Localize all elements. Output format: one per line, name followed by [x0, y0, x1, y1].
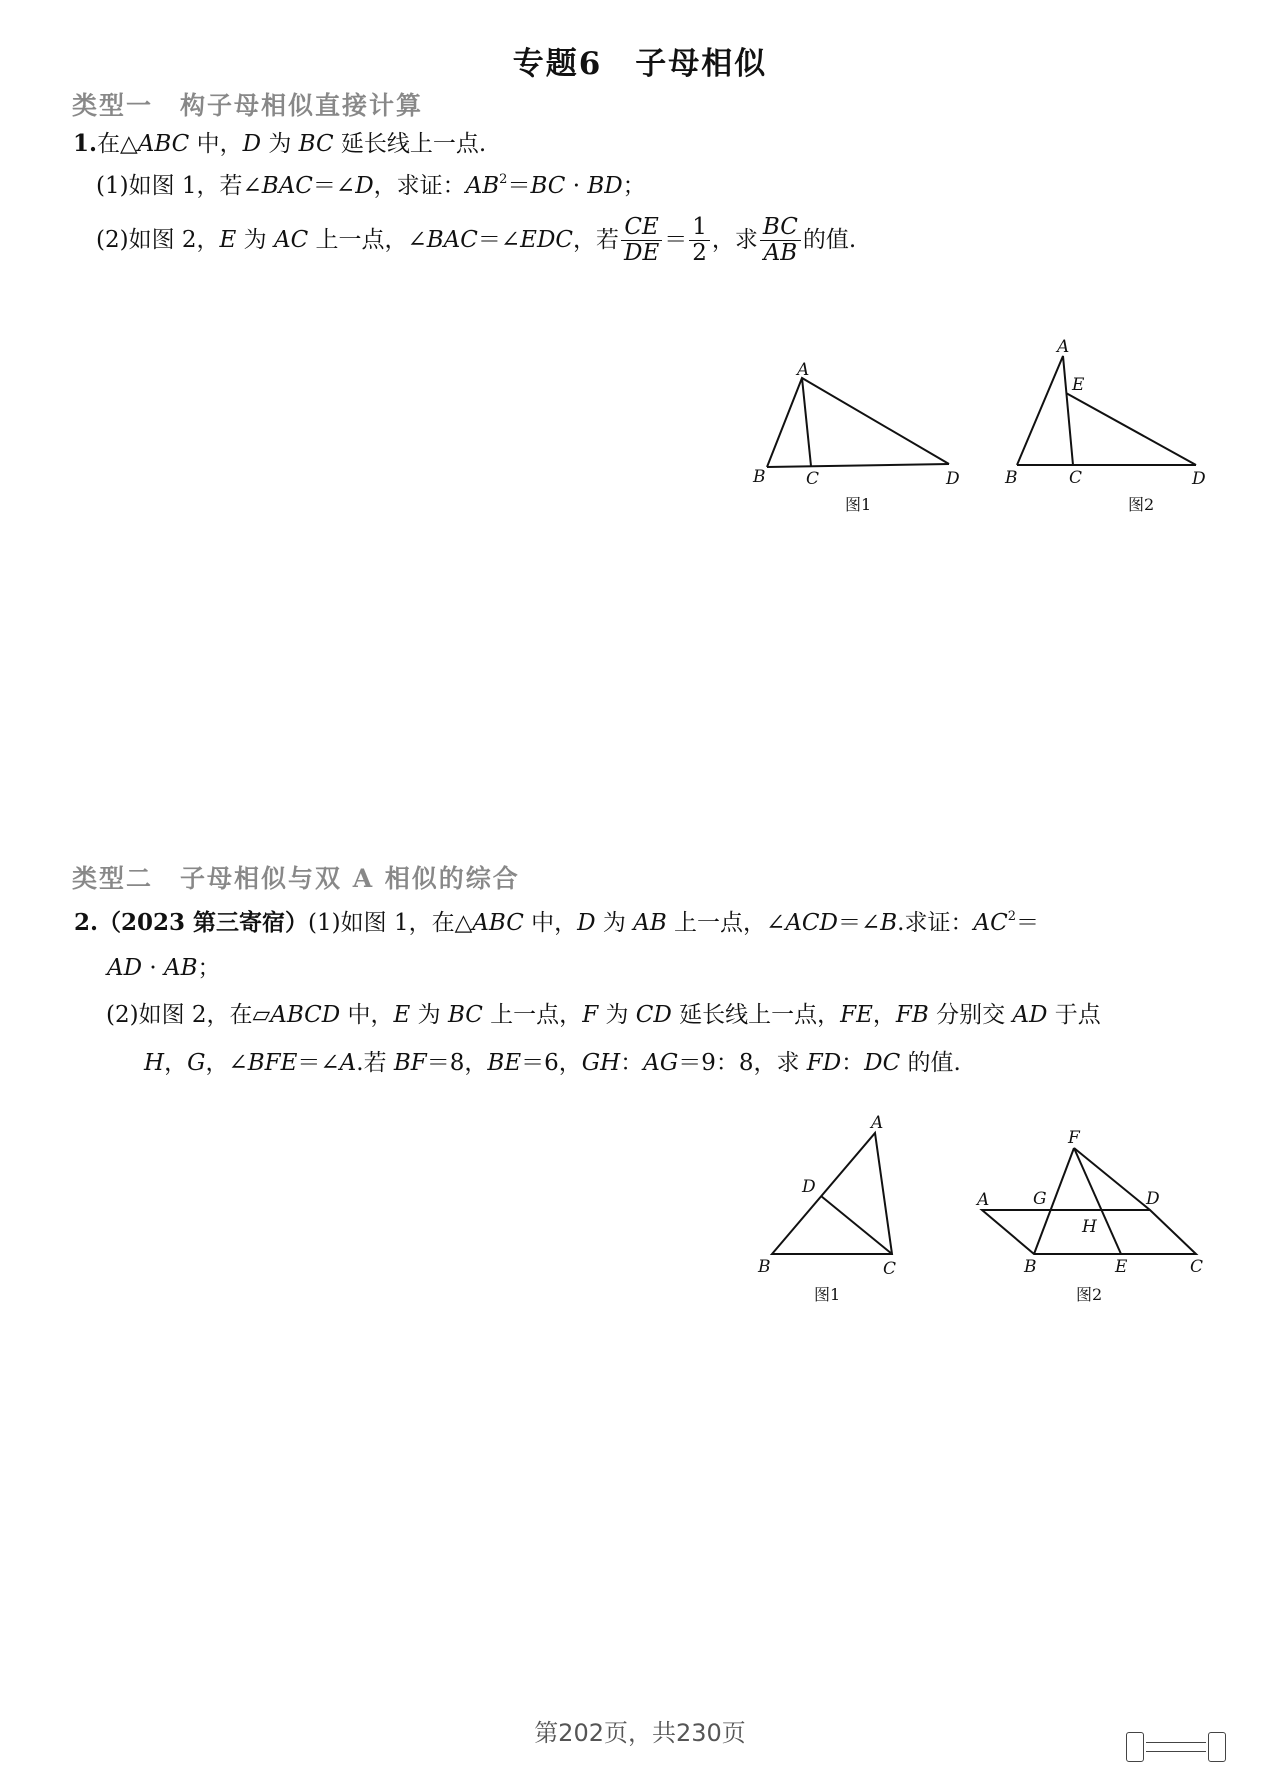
- page-title: 专题6 子母相似: [512, 46, 768, 82]
- fraction-one-half: $\frac{1}{2}$: [689, 215, 710, 267]
- question-1-part-2: (2)如图 2，E 为 AC 上一点，∠BAC＝∠EDC，若 $\frac{CE}{DE}$ ＝ $\frac{1}{2}$ ，求 $\frac{BC}{AB}$ 的值.: [96, 214, 857, 267]
- page-indicator: 第202页，共230页: [534, 1719, 746, 1747]
- q1-f2-label-D: D: [1192, 469, 1206, 489]
- q1-f2-label-C: C: [1069, 468, 1083, 488]
- section-heading-1: 类型一 构子母相似直接计算: [72, 91, 424, 120]
- q2-f2-label-A: A: [977, 1190, 990, 1210]
- question-number: 2.: [74, 909, 99, 936]
- q2-figure-2: [982, 1148, 1196, 1254]
- q1-f1-label-D: D: [946, 469, 960, 489]
- q2-f1-label-D: D: [802, 1177, 816, 1197]
- q2-f2-label-D: D: [1146, 1189, 1160, 1209]
- question-2-line-4: H，G，∠BFE＝∠A.若 BF＝8，BE＝6，GH：AG＝9：8，求 FD：DC 的值.: [144, 1050, 961, 1076]
- question-2-line-2: AD · AB；: [107, 955, 221, 981]
- question-1-stem: 1.在△ABC 中，D 为 BC 延长线上一点.: [73, 130, 487, 157]
- q2-f2-label-E: E: [1115, 1257, 1128, 1277]
- q2-figure-1: [772, 1133, 892, 1254]
- q2-f1-label-A: A: [871, 1113, 884, 1133]
- q1-f1-label-B: B: [753, 467, 766, 487]
- q2-f1-label-C: C: [883, 1259, 897, 1279]
- viewer-handle-right[interactable]: [1208, 1732, 1226, 1762]
- question-source: （2023 第三寄宿）: [98, 909, 309, 936]
- section-heading-2: 类型二 子母相似与双 A 相似的综合: [72, 864, 520, 893]
- q2-f2-label-G: G: [1033, 1189, 1047, 1209]
- q2-f1-label-B: B: [758, 1257, 771, 1277]
- q1-f1-label-A: A: [797, 360, 810, 380]
- q1-f1-caption: 图1: [845, 495, 872, 514]
- q1-f1-label-C: C: [806, 469, 820, 489]
- q1-f2-caption: 图2: [1128, 495, 1155, 514]
- fraction-ce-de: $\frac{CE}{DE}$: [621, 215, 662, 267]
- q2-f2-label-C: C: [1190, 1257, 1204, 1277]
- q2-f2-caption: 图2: [1076, 1285, 1103, 1304]
- q2-f2-label-H: H: [1082, 1217, 1097, 1237]
- q1-f2-label-E: E: [1072, 375, 1085, 395]
- question-2-line-3: (2)如图 2，在▱ABCD 中，E 为 BC 上一点，F 为 CD 延长线上一点，FE，FB 分别交 AD 于点: [106, 1002, 1101, 1028]
- q1-f2-label-B: B: [1005, 468, 1018, 488]
- question-2-line-1: 2.（2023 第三寄宿）(1)如图 1，在△ABC 中，D 为 AB 上一点，∠ACD＝∠B.求证：$AC^2=$: [74, 909, 1039, 936]
- viewer-scroll-track[interactable]: [1146, 1742, 1206, 1752]
- q1-f2-label-A: A: [1057, 337, 1070, 357]
- q2-f1-caption: 图1: [814, 1285, 841, 1304]
- question-number: 1.: [73, 130, 98, 157]
- q2-f2-label-F: F: [1068, 1128, 1080, 1148]
- viewer-handle-left[interactable]: [1126, 1732, 1144, 1762]
- fraction-bc-ab: $\frac{BC}{AB}$: [760, 215, 801, 267]
- q2-f2-label-B: B: [1024, 1257, 1037, 1277]
- question-1-part-1: (1)如图 1，若∠BAC＝∠D，求证：$AB^2=BC$ · BD；: [96, 172, 646, 199]
